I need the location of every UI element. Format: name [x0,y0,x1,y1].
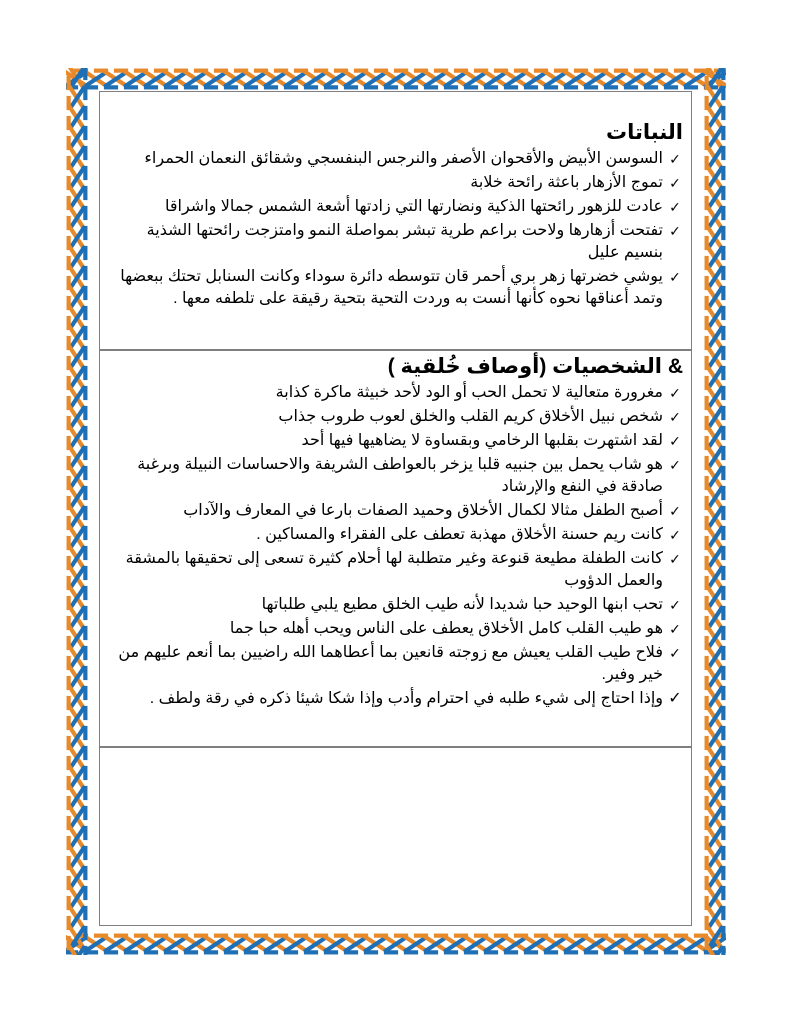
list-item [110,454,683,498]
check-mark-icon: ✓ [669,151,681,167]
section-title: النباتات [606,121,683,144]
item-text: فلاح طيب القلب يعيش مع زوجته قانعين بما أعطاهما الله راضيين بما أنعم عليهم من خير وفير. [118,644,663,683]
content-table [99,91,692,926]
list-item [110,406,683,428]
decorative-border-left [66,68,88,955]
list-item [110,548,683,592]
check-mark-icon: ✓ [669,433,681,449]
section-characters [100,349,691,748]
list-item [110,148,683,170]
list-item [110,500,683,522]
item-text: عادت للزهور رائحتها الذكية ونضارتها التي زادتها أشعة الشمس جمالا واشراقا [164,198,663,215]
list-item [110,524,683,546]
item-text: تحب ابنها الوحيد حبا شديدا لأنه طيب الخلق مطيع يلبي طلباتها [261,596,663,613]
item-text: كانت ريم حسنة الأخلاق مهذبة تعطف على الفقراء والمساكين . [256,526,663,543]
check-mark-icon: ✓ [669,621,681,637]
item-text: هو طيب القلب كامل الأخلاق يعطف على الناس ويحب أهله حبا جما [229,620,663,637]
check-mark-icon: ✓ [669,551,681,567]
check-mark-icon: ✓ [669,199,681,215]
list-item [110,642,683,686]
item-text: تفتحت أزهارها ولاحت براعم طرية تبشر بمواصلة النمو وامتزجت رائحتها الشذية بنسيم عليل [146,222,663,261]
check-mark-icon: ✓ [669,385,681,401]
item-text: وإذا احتاج إلى شيء طلبه في احترام وأدب وإذا شكا شيئا ذكره في رقة ولطف . [149,690,663,707]
list-item [110,594,683,616]
item-text: أصبح الطفل مثالا لكمال الأخلاق وحميد الصفات بارعا في المعارف والآداب [183,502,663,519]
check-mark-icon: ✓ [669,457,681,473]
list-item [110,618,683,640]
check-mark-icon: ✓ [669,527,681,543]
item-text: شخص نبيل الأخلاق كريم القلب والخلق لعوب طروب جذاب [278,408,663,425]
decorative-border-right [704,68,726,955]
item-text: هو شاب يحمل بين جنبيه قلبا يزخر بالعواطف الشريفة والاحساسات النبيلة وبرغبة صادقة في النفع والإرشاد [137,456,663,495]
item-text: مغرورة متعالية لا تحمل الحب أو الود لأحد خبيثة ماكرة كذابة [275,384,663,401]
check-mark-icon: ✓ [669,269,681,285]
item-list [110,382,683,710]
knot-pattern-left [66,68,88,955]
item-list [110,148,683,310]
check-mark-icon: ✓ [668,690,682,707]
list-item [110,196,683,218]
check-mark-icon: ✓ [669,409,681,425]
knot-pattern-bottom [66,933,726,955]
item-text: تموج الأزهار باعثة رائحة خلابة [470,174,663,191]
empty-section [100,746,691,925]
item-text: يوشي خضرتها زهر بري أحمر قان تتوسطه دائرة سوداء وكانت السنابل تحتك ببعضها وتمد أعناقها نحوه كأنها أنست به وردت التحية بتحية رقيقة على تلطفه معها . [120,268,663,307]
decorative-border-top [66,68,726,90]
knot-pattern-top [66,68,726,90]
check-mark-icon: ✓ [669,597,681,613]
section-title: & الشخصيات (أوصاف خُلقية ) [387,355,683,378]
item-text: السوسن الأبيض والأقحوان الأصفر والنرجس البنفسجي وشقائق النعمان الحمراء [144,150,663,167]
list-item [110,220,683,264]
knot-pattern-right [704,68,726,955]
list-item [110,266,683,310]
check-mark-icon: ✓ [669,175,681,191]
check-mark-icon: ✓ [669,223,681,239]
list-item [110,688,683,710]
check-mark-icon: ✓ [669,503,681,519]
decorative-border-bottom [66,933,726,955]
section-plants [100,92,691,349]
item-text: كانت الطفلة مطيعة قنوعة وغير متطلبة لها أحلام كثيرة تسعى إلى تحقيقها بالمشقة والعمل الدؤوب [125,550,663,589]
list-item [110,382,683,404]
item-text: لقد اشتهرت بقلبها الرخامي وبقساوة لا يضاهيها فيها أحد [301,432,663,449]
check-mark-icon: ✓ [669,645,681,661]
list-item [110,430,683,452]
list-item [110,172,683,194]
